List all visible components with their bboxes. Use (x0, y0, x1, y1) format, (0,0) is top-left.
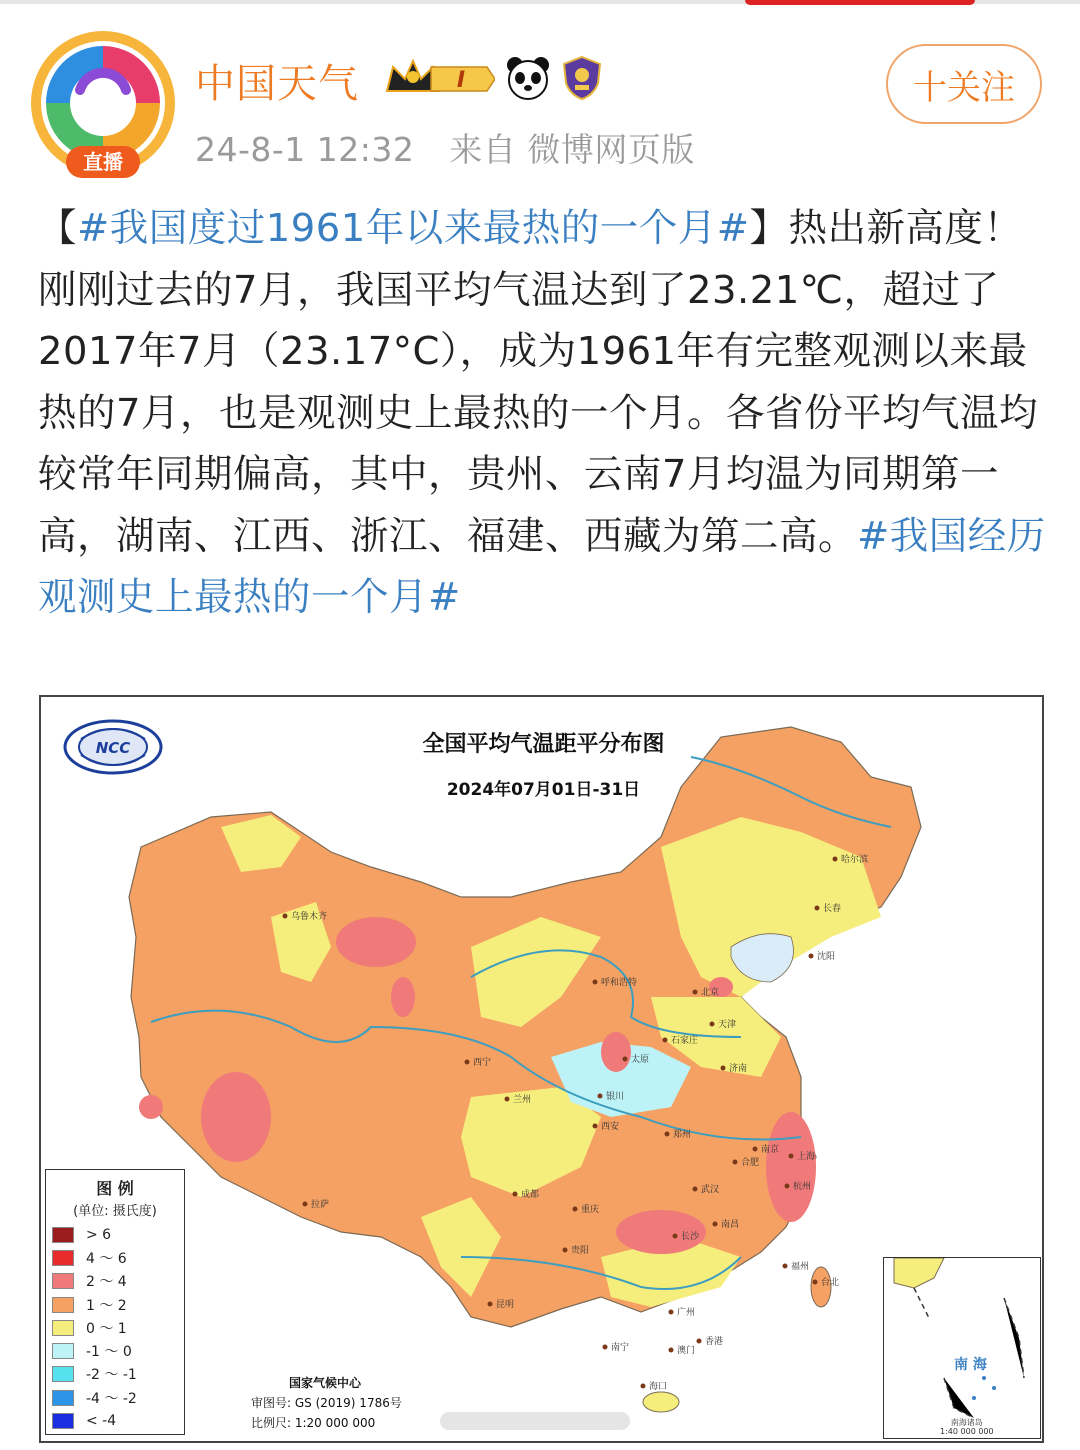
post-body: 】热出新高度！刚刚过去的7月，我国平均气温达到了23.21℃，超过了2017年7月（23.17°C），成为1961年有完整观测以来最热的7月，也是观测史上最热的一个月。各省份平均气温均较常年同期偏高，其中，贵州、云南7月均温为同期第一高，湖南、江西、浙江、福建、西藏为第二高。 (38, 206, 1038, 559)
city-label: 台北 (821, 1278, 840, 1288)
city-label: 南昌 (721, 1220, 740, 1230)
city-label: 杭州 (793, 1182, 812, 1192)
inset-foot-scale: 1:40 000 000 (940, 1427, 994, 1436)
top-accent (745, 0, 975, 5)
legend-row (46, 1270, 184, 1293)
city-label: 南京 (761, 1145, 780, 1155)
city-label: 兰州 (513, 1095, 532, 1105)
post-image-temperature-map[interactable] (39, 695, 1044, 1443)
city-label: 哈尔滨 (841, 855, 869, 865)
legend-row (46, 1293, 184, 1316)
map-publisher: 国家气候中心 (289, 1376, 362, 1390)
badge-row (383, 55, 603, 101)
city-label: 香港 (705, 1337, 724, 1347)
open-bracket: 【 (38, 206, 78, 251)
post-text (38, 198, 1058, 629)
account-name[interactable]: 中国天气 (195, 61, 359, 107)
legend-label: 1 ～ 2 (86, 1297, 127, 1314)
legend-label: 0 ～ 1 (86, 1320, 127, 1337)
city-label: 合肥 (741, 1158, 760, 1168)
city-label: 武汉 (701, 1185, 720, 1195)
legend-row (46, 1409, 184, 1432)
map-title: 全国平均气温距平分布图 (422, 732, 665, 757)
city-label: 拉萨 (311, 1200, 330, 1210)
ncc-logo-text: NCC (95, 739, 131, 757)
follow-label: 十关注 (913, 67, 1015, 108)
legend-swatch (52, 1250, 74, 1266)
legend-row (46, 1316, 184, 1339)
legend-label: -4 ～ -2 (86, 1390, 137, 1407)
city-label: 贵阳 (571, 1246, 590, 1256)
legend-label: 2 ～ 4 (86, 1274, 127, 1291)
legend-swatch (52, 1297, 74, 1313)
city-label: 西宁 (473, 1058, 492, 1068)
city-label: 福州 (791, 1262, 810, 1272)
post-source: 来自 微博网页版 (449, 130, 695, 169)
city-label: 南宁 (611, 1343, 630, 1353)
city-label: 澳门 (677, 1346, 696, 1356)
map-credits (251, 1373, 402, 1433)
city-label: 呼和浩特 (601, 978, 638, 988)
legend-swatch (52, 1366, 74, 1382)
legend-label: > 6 (86, 1226, 112, 1243)
city-label: 昆明 (496, 1300, 515, 1310)
legend-label: -1 ～ 0 (86, 1344, 132, 1361)
city-label: 北京 (701, 988, 720, 998)
city-label: 上海 (797, 1152, 816, 1162)
avatar-live-badge: 直播 (83, 150, 123, 174)
hashtag-hottest-month-since-1961[interactable]: #我国度过1961年以来最热的一个月# (77, 206, 750, 251)
south-china-sea-inset (883, 1257, 1041, 1439)
city-label: 济南 (729, 1064, 748, 1074)
city-label: 成都 (521, 1190, 540, 1200)
inset-foot-title: 南海诸岛 (950, 1418, 983, 1427)
legend-title: 图 例 (96, 1179, 134, 1198)
post-timestamp: 24-8-1 12:32 (195, 130, 415, 169)
legend-swatch (52, 1273, 74, 1289)
city-label: 郑州 (673, 1130, 692, 1140)
legend-swatch (52, 1413, 74, 1429)
follow-button[interactable] (886, 44, 1042, 124)
city-label: 银川 (606, 1092, 625, 1102)
legend-swatch (52, 1320, 74, 1336)
panda-icon (505, 55, 551, 101)
post-meta (195, 124, 719, 171)
map-scale: 比例尺: 1:20 000 000 (251, 1416, 376, 1430)
city-label: 西安 (601, 1122, 620, 1132)
legend-label: < -4 (86, 1413, 117, 1430)
legend-row (46, 1363, 184, 1386)
level-badge-text: I (456, 68, 466, 93)
legend-label: 4 ～ 6 (86, 1250, 127, 1267)
inset-footer (940, 1418, 994, 1436)
legend-row (46, 1386, 184, 1409)
city-label: 太原 (631, 1055, 650, 1065)
legend-row (46, 1339, 184, 1362)
map-approval-number: 审图号: GS (2019) 1786号 (251, 1396, 402, 1410)
city-label: 重庆 (581, 1205, 600, 1215)
city-label: 广州 (677, 1308, 696, 1318)
legend-swatch (52, 1227, 74, 1243)
legend-swatch (52, 1390, 74, 1406)
city-label: 海口 (649, 1382, 668, 1392)
legend-swatch (52, 1343, 74, 1359)
city-label: 天津 (718, 1020, 737, 1030)
legend-row (46, 1246, 184, 1269)
city-label: 乌鲁木齐 (291, 912, 328, 922)
city-label: 长春 (823, 904, 842, 914)
inset-label-south-sea: 南 海 (954, 1357, 987, 1373)
city-label: 长沙 (681, 1232, 700, 1242)
city-label: 石家庄 (671, 1036, 699, 1046)
weibo-watermark-icon (440, 1408, 630, 1434)
legend-unit: (单位: 摄氏度) (73, 1204, 157, 1219)
police-shield-icon (561, 55, 603, 101)
legend-label: -2 ～ -1 (86, 1367, 137, 1384)
crown-level-icon (383, 55, 495, 101)
map-legend (45, 1169, 185, 1435)
hashtag-hottest-month-on-record[interactable]: #我国经历观测史上最热的一个月# (38, 513, 1046, 620)
legend-row (46, 1223, 184, 1246)
account-avatar[interactable] (28, 28, 178, 178)
inset-map-graphic (884, 1258, 1039, 1438)
map-date-range: 2024年07月01日-31日 (446, 780, 641, 800)
city-label: 沈阳 (817, 952, 836, 962)
